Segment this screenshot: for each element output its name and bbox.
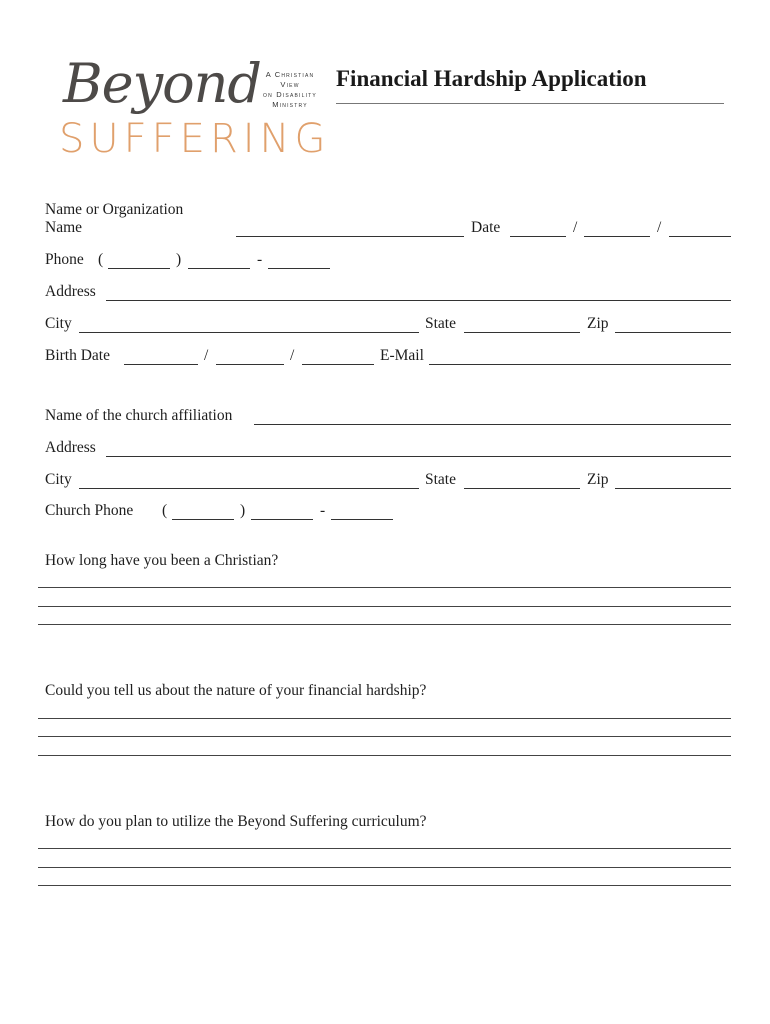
church-phone-label: Church Phone — [45, 502, 134, 519]
phone-dash: - — [257, 251, 263, 268]
logo-suffering-text: SUFFERING — [59, 116, 331, 162]
tagline-line: View — [280, 80, 300, 89]
state-label: State — [425, 315, 456, 332]
church-city-input[interactable] — [79, 488, 419, 489]
answer-line[interactable] — [38, 885, 731, 886]
email-label: E-Mail — [380, 347, 424, 364]
page-title: Financial Hardship Application — [336, 66, 647, 91]
state-input[interactable] — [464, 332, 580, 333]
phone-prefix-input[interactable] — [188, 268, 250, 269]
answer-line[interactable] — [38, 755, 731, 756]
church-phone-paren-open: ( — [162, 502, 168, 519]
church-phone-area-input[interactable] — [172, 519, 234, 520]
tagline-line: on Disability — [263, 90, 317, 99]
date-slash: / — [573, 219, 578, 236]
answer-line[interactable] — [38, 718, 731, 719]
city-input[interactable] — [79, 332, 419, 333]
church-city-label: City — [45, 471, 72, 488]
church-zip-input[interactable] — [615, 488, 731, 489]
birth-year-input[interactable] — [302, 364, 374, 365]
church-zip-label: Zip — [587, 471, 609, 488]
phone-paren-open: ( — [98, 251, 104, 268]
answer-line[interactable] — [38, 736, 731, 737]
answer-line[interactable] — [38, 867, 731, 868]
church-phone-line-input[interactable] — [331, 519, 393, 520]
logo-tagline — [245, 70, 335, 110]
church-name-label: Name of the church affiliation — [45, 407, 233, 424]
birth-month-input[interactable] — [124, 364, 198, 365]
question-curriculum: How do you plan to utilize the Beyond Suffering curriculum? — [45, 813, 427, 830]
phone-paren-close: ) — [176, 251, 182, 268]
church-phone-dash: - — [320, 502, 326, 519]
church-address-label: Address — [45, 439, 96, 456]
email-input[interactable] — [429, 364, 731, 365]
answer-line[interactable] — [38, 606, 731, 607]
phone-area-input[interactable] — [108, 268, 170, 269]
phone-line-input[interactable] — [268, 268, 330, 269]
date-slash: / — [657, 219, 662, 236]
question-hardship: Could you tell us about the nature of your financial hardship? — [45, 682, 427, 699]
birth-date-label: Birth Date — [45, 347, 110, 364]
church-name-input[interactable] — [254, 424, 731, 425]
address-input[interactable] — [106, 300, 731, 301]
answer-line[interactable] — [38, 587, 731, 588]
zip-input[interactable] — [615, 332, 731, 333]
city-label: City — [45, 315, 72, 332]
church-phone-prefix-input[interactable] — [251, 519, 313, 520]
tagline-line: Ministry — [272, 100, 308, 109]
birth-date-slash: / — [204, 347, 209, 364]
phone-label: Phone — [45, 251, 84, 268]
church-address-input[interactable] — [106, 456, 731, 457]
church-phone-paren-close: ) — [240, 502, 246, 519]
date-label: Date — [471, 219, 501, 236]
address-label: Address — [45, 283, 96, 300]
question-christian: How long have you been a Christian? — [45, 552, 279, 569]
name-input[interactable] — [236, 236, 464, 237]
church-state-label: State — [425, 471, 456, 488]
zip-label: Zip — [587, 315, 609, 332]
logo — [55, 48, 335, 168]
answer-line[interactable] — [38, 624, 731, 625]
name-label: Name or Organization Name — [45, 201, 184, 236]
tagline-line: A Christian — [265, 70, 315, 79]
church-state-input[interactable] — [464, 488, 580, 489]
date-year-input[interactable] — [669, 236, 731, 237]
birth-date-slash: / — [290, 347, 295, 364]
answer-line[interactable] — [38, 848, 731, 849]
date-day-input[interactable] — [584, 236, 650, 237]
title-underline — [336, 103, 724, 104]
birth-day-input[interactable] — [216, 364, 284, 365]
date-month-input[interactable] — [510, 236, 566, 237]
logo-beyond-script: Beyond — [63, 52, 262, 115]
